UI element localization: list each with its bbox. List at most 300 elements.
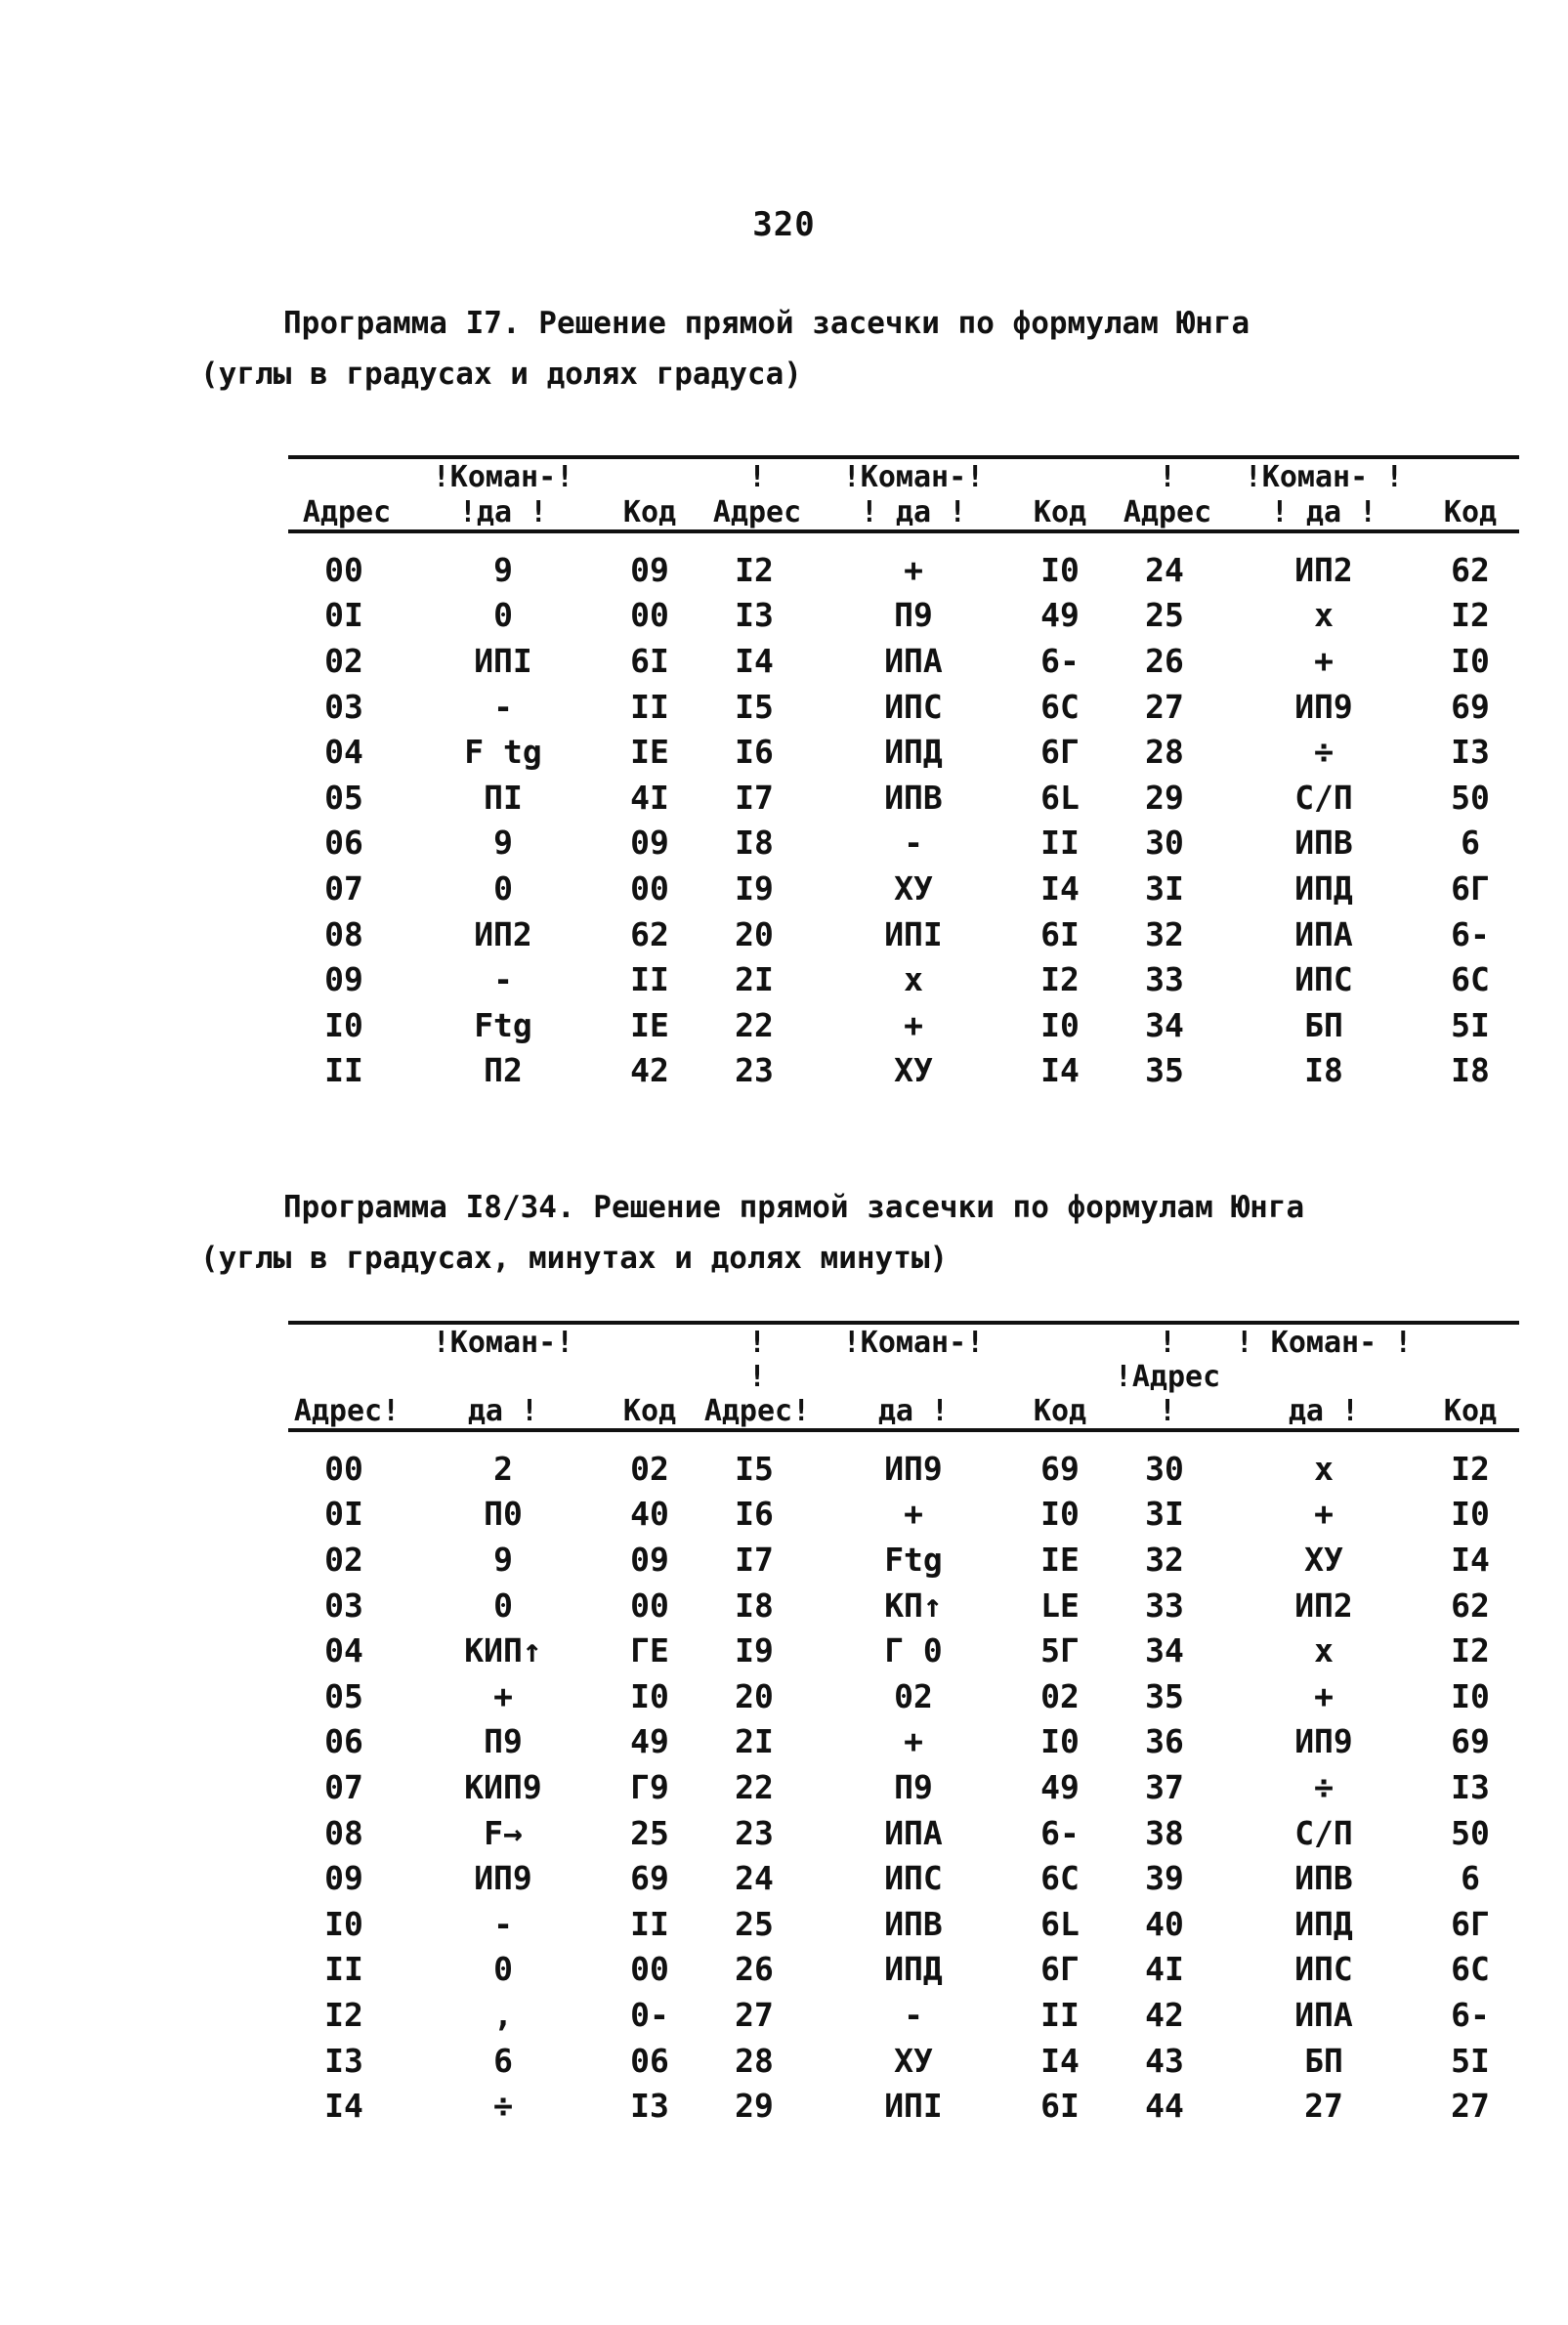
- cell-code: IE: [630, 1005, 669, 1044]
- table-row: [288, 911, 1519, 957]
- cell-address: 27: [735, 1995, 774, 2034]
- cell-code: 6-: [1451, 914, 1490, 953]
- cell-address: 02: [324, 1540, 363, 1579]
- table-row: [288, 1992, 1519, 2038]
- program18-header-address: !Адрес!: [699, 1360, 816, 1430]
- cell-code: 6I: [630, 641, 669, 680]
- cell-command: +: [904, 1722, 923, 1761]
- program17-header-code: Код: [601, 494, 699, 531]
- cell-address: 08: [324, 1813, 363, 1852]
- cell-command: ИПС: [1294, 1950, 1353, 1989]
- cell-address: 04: [324, 733, 363, 772]
- cell-command: 6: [493, 2041, 513, 2080]
- cell-address: I7: [735, 1540, 774, 1579]
- table-row: [288, 2083, 1519, 2129]
- cell-command: 02: [894, 1676, 933, 1715]
- cell-code: 6С: [1040, 1859, 1080, 1898]
- cell-address: 26: [1145, 641, 1184, 680]
- cell-address: 22: [735, 1767, 774, 1806]
- cell-code: I0: [1040, 1495, 1080, 1534]
- cell-code: 6С: [1451, 1950, 1490, 1989]
- cell-code: 6С: [1451, 960, 1490, 999]
- table-row: [288, 729, 1519, 775]
- program17-header-address: Адрес: [1109, 494, 1226, 531]
- cell-address: 07: [324, 868, 363, 908]
- program18-header-code: Код: [1421, 1360, 1519, 1430]
- cell-command: С/П: [1294, 778, 1353, 817]
- program18-table: [288, 1321, 1519, 2129]
- cell-command: ИП9: [884, 1449, 943, 1488]
- cell-command: +: [493, 1676, 513, 1715]
- cell-address: 2I: [735, 960, 774, 999]
- cell-code: 09: [630, 1540, 669, 1579]
- cell-code: 00: [630, 596, 669, 635]
- program17-header-command: !Коман-!: [816, 457, 1011, 494]
- cell-command: ХУ: [894, 868, 933, 908]
- cell-address: I2: [324, 1995, 363, 2034]
- cell-command: ИПС: [884, 687, 943, 726]
- cell-command: ИПД: [1294, 1904, 1353, 1943]
- cell-code: 6Г: [1451, 1904, 1490, 1943]
- table-row: [288, 1719, 1519, 1765]
- cell-address: 43: [1145, 2041, 1184, 2080]
- cell-command: БП: [1304, 2041, 1343, 2080]
- table-row: [288, 1537, 1519, 1583]
- cell-address: 28: [1145, 733, 1184, 772]
- program17-table: [288, 455, 1519, 1093]
- program17-header-command: ! да !: [816, 494, 1011, 531]
- program18-header-command: !Коман-!: [405, 1323, 601, 1360]
- cell-address: 40: [1145, 1904, 1184, 1943]
- cell-code: I2: [1451, 596, 1490, 635]
- cell-address: 4I: [1145, 1950, 1184, 1989]
- cell-address: II: [324, 1051, 363, 1090]
- cell-command: x: [1314, 596, 1334, 635]
- program17-header-code: [1011, 457, 1109, 494]
- cell-code: I4: [1040, 2041, 1080, 2080]
- cell-code: 6-: [1451, 1995, 1490, 2034]
- cell-command: ИПВ: [884, 1904, 943, 1943]
- cell-command: С/П: [1294, 1813, 1353, 1852]
- cell-address: I5: [735, 1449, 774, 1488]
- cell-address: 06: [324, 824, 363, 863]
- cell-code: I4: [1451, 1540, 1490, 1579]
- program17-header-code: Код: [1011, 494, 1109, 531]
- table-row: [288, 1628, 1519, 1673]
- cell-command: ÷: [1314, 733, 1334, 772]
- program17-caption-line1: Программа I7. Решение прямой засечки по формулам Юнга: [283, 306, 1250, 341]
- cell-command: -: [904, 1995, 923, 2034]
- cell-command: -: [904, 824, 923, 863]
- cell-address: 38: [1145, 1813, 1184, 1852]
- program17-header-row2: [288, 494, 1519, 531]
- cell-command: 0: [493, 1585, 513, 1625]
- cell-code: 0-: [630, 1995, 669, 2034]
- cell-code: 09: [630, 824, 669, 863]
- cell-command: x: [1314, 1631, 1334, 1670]
- cell-code: 69: [1451, 687, 1490, 726]
- cell-code: 06: [630, 2041, 669, 2080]
- cell-code: 42: [630, 1051, 669, 1090]
- cell-address: 0I: [324, 1495, 363, 1534]
- table-row: [288, 531, 1519, 593]
- cell-address: I0: [324, 1005, 363, 1044]
- cell-address: 20: [735, 1676, 774, 1715]
- cell-code: I0: [1451, 1676, 1490, 1715]
- cell-address: 04: [324, 1631, 363, 1670]
- cell-command: ИПС: [884, 1859, 943, 1898]
- cell-address: 42: [1145, 1995, 1184, 2034]
- cell-address: 00: [324, 1449, 363, 1488]
- program17-header-command: ! да !: [1226, 494, 1421, 531]
- program18-caption-line1: Программа I8/34. Решение прямой засечки по формулам Юнга: [283, 1190, 1305, 1225]
- cell-address: I4: [324, 2087, 363, 2126]
- cell-code: 69: [1451, 1722, 1490, 1761]
- cell-command: ИП9: [1294, 687, 1353, 726]
- cell-address: 05: [324, 778, 363, 817]
- cell-address: 25: [1145, 596, 1184, 635]
- cell-command: ИПС: [1294, 960, 1353, 999]
- cell-code: 5I: [1451, 2041, 1490, 2080]
- program18-caption-line2: (углы в градусах, минутах и долях минуты): [200, 1241, 949, 1276]
- cell-command: ИПА: [884, 641, 943, 680]
- cell-command: +: [1314, 1495, 1334, 1534]
- cell-code: 6: [1461, 824, 1480, 863]
- cell-command: F tg: [464, 733, 542, 772]
- cell-code: 6Г: [1451, 868, 1490, 908]
- cell-code: 49: [1040, 1767, 1080, 1806]
- cell-code: 02: [1040, 1676, 1080, 1715]
- cell-code: 25: [630, 1813, 669, 1852]
- program18-header-address: Адрес!: [288, 1360, 405, 1430]
- table-row: [288, 1002, 1519, 1048]
- table-row: [288, 1048, 1519, 1094]
- program18-header-code: Код: [1011, 1360, 1109, 1430]
- program18-header-code: [601, 1323, 699, 1360]
- program17-header-command: !Коман-!: [405, 457, 601, 494]
- cell-code: 02: [630, 1449, 669, 1488]
- cell-command: 2: [493, 1449, 513, 1488]
- cell-command: -: [493, 960, 513, 999]
- table-row: [288, 1430, 1519, 1492]
- cell-command: x: [1314, 1449, 1334, 1488]
- program18-header-code: [1421, 1323, 1519, 1360]
- cell-command: ПI: [484, 778, 523, 817]
- cell-address: I2: [735, 550, 774, 589]
- cell-command: ,: [493, 1995, 513, 2034]
- cell-command: -: [493, 687, 513, 726]
- program17-header-command: !да !: [405, 494, 601, 531]
- cell-code: 4I: [630, 778, 669, 817]
- cell-code: 6L: [1040, 778, 1080, 817]
- cell-address: I4: [735, 641, 774, 680]
- table-row: [288, 1492, 1519, 1538]
- table-row: [288, 1901, 1519, 1947]
- cell-command: ИП9: [1294, 1722, 1353, 1761]
- cell-command: 27: [1304, 2087, 1343, 2126]
- cell-address: 33: [1145, 1585, 1184, 1625]
- cell-code: 6-: [1040, 1813, 1080, 1852]
- cell-command: +: [904, 1495, 923, 1534]
- cell-address: 33: [1145, 960, 1184, 999]
- cell-code: 6-: [1040, 641, 1080, 680]
- program18-header-row1: [288, 1323, 1519, 1360]
- cell-command: 0: [493, 596, 513, 635]
- program18-header-command: да !: [405, 1360, 601, 1430]
- cell-command: П2: [484, 1051, 523, 1090]
- cell-address: 35: [1145, 1676, 1184, 1715]
- cell-address: 23: [735, 1051, 774, 1090]
- cell-address: 44: [1145, 2087, 1184, 2126]
- cell-address: 03: [324, 1585, 363, 1625]
- cell-code: 62: [1451, 550, 1490, 589]
- cell-address: 03: [324, 687, 363, 726]
- cell-address: I5: [735, 687, 774, 726]
- cell-address: I3: [324, 2041, 363, 2080]
- cell-address: 09: [324, 960, 363, 999]
- cell-command: ИП2: [1294, 1585, 1353, 1625]
- program18-header-command: да !: [1226, 1360, 1421, 1430]
- cell-code: 6I: [1040, 2087, 1080, 2126]
- cell-command: x: [904, 960, 923, 999]
- cell-code: II: [630, 1904, 669, 1943]
- cell-command: КИП↑: [464, 1631, 542, 1670]
- cell-code: I2: [1451, 1631, 1490, 1670]
- cell-code: I3: [1451, 1767, 1490, 1806]
- cell-address: 34: [1145, 1631, 1184, 1670]
- cell-command: ИПI: [884, 914, 943, 953]
- cell-command: ИПА: [1294, 1995, 1353, 2034]
- table-row: [288, 1810, 1519, 1856]
- cell-code: 5I: [1451, 1005, 1490, 1044]
- table-row: [288, 1673, 1519, 1719]
- program17-header-code: Код: [1421, 494, 1519, 531]
- cell-command: +: [1314, 1676, 1334, 1715]
- cell-address: 26: [735, 1950, 774, 1989]
- cell-code: I0: [630, 1676, 669, 1715]
- program18-caption: [200, 1182, 1514, 1284]
- table-row: [288, 1764, 1519, 1810]
- cell-address: 24: [1145, 550, 1184, 589]
- program18-body: [288, 1430, 1519, 2129]
- table-row: [288, 1947, 1519, 1993]
- cell-code: 49: [630, 1722, 669, 1761]
- cell-code: I0: [1040, 550, 1080, 589]
- cell-command: 0: [493, 1950, 513, 1989]
- cell-code: I4: [1040, 868, 1080, 908]
- cell-address: 37: [1145, 1767, 1184, 1806]
- cell-code: I3: [630, 2087, 669, 2126]
- cell-address: 02: [324, 641, 363, 680]
- cell-command: Ftg: [884, 1540, 943, 1579]
- program18-header-code: Код: [601, 1360, 699, 1430]
- cell-code: 6I: [1040, 914, 1080, 953]
- cell-command: +: [1314, 641, 1334, 680]
- program18-header-address: [288, 1323, 405, 1360]
- cell-address: I8: [735, 824, 774, 863]
- program18-header-address: !: [1109, 1323, 1226, 1360]
- cell-code: I2: [1040, 960, 1080, 999]
- cell-command: +: [904, 1005, 923, 1044]
- cell-code: 5Г: [1040, 1631, 1080, 1670]
- page-number: 320: [752, 205, 816, 244]
- cell-address: 27: [1145, 687, 1184, 726]
- program17-header-address: [288, 457, 405, 494]
- cell-code: IE: [1040, 1540, 1080, 1579]
- program17-header-address: Адрес: [699, 494, 816, 531]
- cell-command: КИП9: [464, 1767, 542, 1806]
- cell-command: ИП2: [474, 914, 532, 953]
- cell-command: ХУ: [894, 2041, 933, 2080]
- cell-code: 50: [1451, 778, 1490, 817]
- cell-address: 20: [735, 914, 774, 953]
- cell-command: -: [493, 1904, 513, 1943]
- program17-header-address: Адрес: [288, 494, 405, 531]
- program17-header-row1: [288, 457, 1519, 494]
- cell-code: I0: [1451, 641, 1490, 680]
- program18-header-command: да !: [816, 1360, 1011, 1430]
- cell-code: 62: [630, 914, 669, 953]
- cell-code: 00: [630, 1585, 669, 1625]
- program18-header-command: ! Коман- !: [1226, 1323, 1421, 1360]
- cell-command: ИП9: [474, 1859, 532, 1898]
- cell-code: 27: [1451, 2087, 1490, 2126]
- program17-header-address: !: [1109, 457, 1226, 494]
- cell-command: ÷: [1314, 1767, 1334, 1806]
- table-row: [288, 956, 1519, 1002]
- cell-code: I3: [1451, 733, 1490, 772]
- cell-command: П9: [894, 1767, 933, 1806]
- cell-command: 9: [493, 550, 513, 589]
- cell-address: 32: [1145, 1540, 1184, 1579]
- cell-command: П9: [894, 596, 933, 635]
- cell-code: Г9: [630, 1767, 669, 1806]
- cell-command: ИПВ: [1294, 824, 1353, 863]
- table-row: [288, 593, 1519, 639]
- cell-command: ХУ: [894, 1051, 933, 1090]
- cell-code: I0: [1040, 1005, 1080, 1044]
- cell-command: ИПД: [1294, 868, 1353, 908]
- cell-address: 32: [1145, 914, 1184, 953]
- table-row: [288, 638, 1519, 684]
- program17-header-code: [1421, 457, 1519, 494]
- cell-address: 24: [735, 1859, 774, 1898]
- program18-header-address: !Адрес !: [1109, 1360, 1226, 1430]
- cell-command: 9: [493, 1540, 513, 1579]
- program17-header-address: !: [699, 457, 816, 494]
- cell-code: LE: [1040, 1585, 1080, 1625]
- program17-caption-line2: (углы в градусах и долях градуса): [200, 357, 802, 392]
- cell-code: 62: [1451, 1585, 1490, 1625]
- cell-code: I0: [1040, 1722, 1080, 1761]
- cell-command: Г 0: [884, 1631, 943, 1670]
- cell-code: 6С: [1040, 687, 1080, 726]
- cell-command: ИПI: [884, 2087, 943, 2126]
- cell-command: ИПА: [884, 1813, 943, 1852]
- cell-code: 69: [630, 1859, 669, 1898]
- cell-command: ИПА: [1294, 914, 1353, 953]
- cell-address: 34: [1145, 1005, 1184, 1044]
- program18-header-address: !: [699, 1323, 816, 1360]
- cell-address: 07: [324, 1767, 363, 1806]
- cell-code: II: [1040, 824, 1080, 863]
- cell-code: IE: [630, 733, 669, 772]
- cell-command: 9: [493, 824, 513, 863]
- cell-code: II: [630, 960, 669, 999]
- cell-code: I8: [1451, 1051, 1490, 1090]
- cell-address: 29: [1145, 778, 1184, 817]
- cell-command: ИПВ: [884, 778, 943, 817]
- cell-address: 28: [735, 2041, 774, 2080]
- cell-address: 3I: [1145, 868, 1184, 908]
- cell-code: 6L: [1040, 1904, 1080, 1943]
- cell-code: ГЕ: [630, 1631, 669, 1670]
- program18-header-row2: [288, 1360, 1519, 1430]
- cell-command: I8: [1304, 1051, 1343, 1090]
- cell-address: 36: [1145, 1722, 1184, 1761]
- cell-command: ÷: [493, 2087, 513, 2126]
- cell-command: П9: [484, 1722, 523, 1761]
- cell-code: II: [630, 687, 669, 726]
- cell-code: 00: [630, 1950, 669, 1989]
- cell-command: П0: [484, 1495, 523, 1534]
- table-row: [288, 1583, 1519, 1628]
- cell-code: I0: [1451, 1495, 1490, 1534]
- cell-code: 6Г: [1040, 1950, 1080, 1989]
- cell-address: 00: [324, 550, 363, 589]
- cell-code: I2: [1451, 1449, 1490, 1488]
- cell-command: КП↑: [884, 1585, 943, 1625]
- cell-address: 30: [1145, 1449, 1184, 1488]
- cell-address: 09: [324, 1859, 363, 1898]
- cell-address: 30: [1145, 824, 1184, 863]
- table-row: [288, 1855, 1519, 1901]
- cell-address: 35: [1145, 1051, 1184, 1090]
- cell-address: 05: [324, 1676, 363, 1715]
- program17-body: [288, 531, 1519, 1093]
- cell-command: БП: [1304, 1005, 1343, 1044]
- cell-command: ИПВ: [1294, 1859, 1353, 1898]
- table-row: [288, 775, 1519, 821]
- cell-code: 09: [630, 550, 669, 589]
- cell-address: I7: [735, 778, 774, 817]
- cell-address: I9: [735, 1631, 774, 1670]
- cell-code: 69: [1040, 1449, 1080, 1488]
- cell-address: 23: [735, 1813, 774, 1852]
- cell-address: I3: [735, 596, 774, 635]
- cell-code: 6Г: [1040, 733, 1080, 772]
- cell-command: ИПI: [474, 641, 532, 680]
- cell-address: I8: [735, 1585, 774, 1625]
- program18-header-command: !Коман-!: [816, 1323, 1011, 1360]
- cell-address: 25: [735, 1904, 774, 1943]
- cell-command: +: [904, 550, 923, 589]
- cell-code: I4: [1040, 1051, 1080, 1090]
- cell-command: ИПД: [884, 733, 943, 772]
- program17-caption: [200, 298, 1514, 400]
- program17-header-command: !Коман- !: [1226, 457, 1421, 494]
- cell-command: ИП2: [1294, 550, 1353, 589]
- cell-address: 22: [735, 1005, 774, 1044]
- cell-address: I9: [735, 868, 774, 908]
- table-row: [288, 2038, 1519, 2084]
- cell-command: ИПД: [884, 1950, 943, 1989]
- program17-header-code: [601, 457, 699, 494]
- cell-code: 49: [1040, 596, 1080, 635]
- table-row: [288, 866, 1519, 911]
- cell-command: ХУ: [1304, 1540, 1343, 1579]
- cell-address: 08: [324, 914, 363, 953]
